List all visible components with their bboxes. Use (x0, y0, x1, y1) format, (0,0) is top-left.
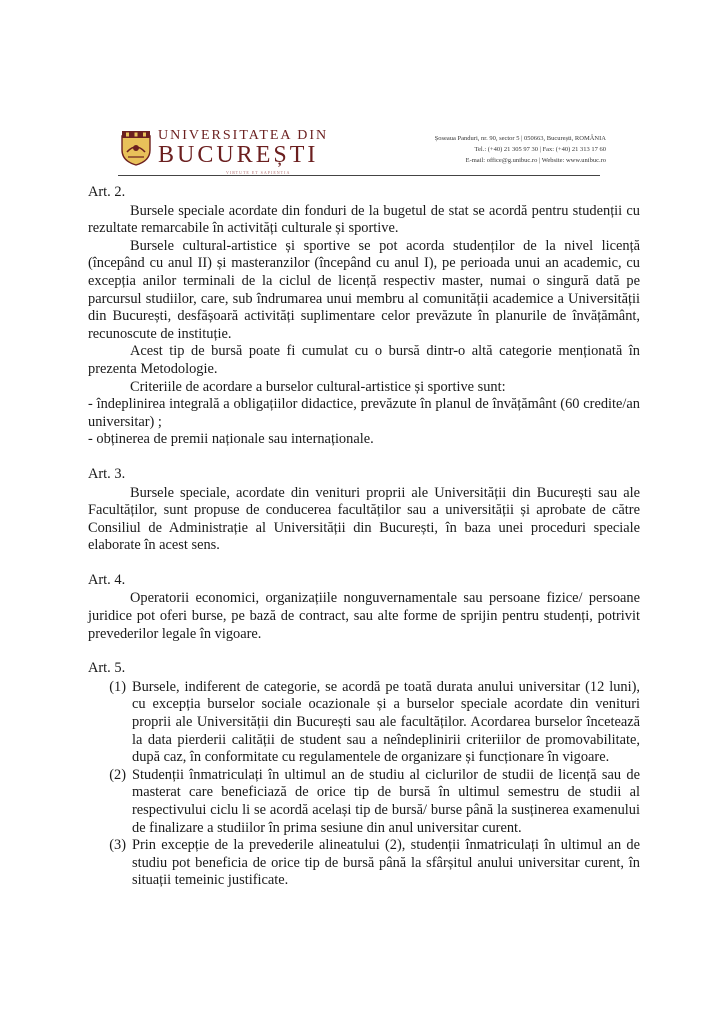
criteria-item: - îndeplinirea integrală a obligațiilor didactice, prevăzute în planul de învățământ (60 credite/an universitar) ; (88, 396, 640, 430)
criteria-item: - obținerea de premii naționale sau internaționale. (88, 431, 374, 448)
item-number: (3) (109, 837, 126, 854)
article-title: Art. 5. (88, 660, 126, 677)
article-title: Art. 3. (88, 465, 126, 482)
article-2 (88, 184, 640, 449)
item-text: Studenții înmatriculați în ultimul an de studiu al ciclurilor de studii de licență sau de masterat care beneficiază de orice tip de bursă în ultimul semestru de studii al respectivului ciclu li se acordă același tip de bursă/ burse până la susținerea examenului de finalizare a studiilor în prima sesiune din anul universitar curent. (132, 766, 640, 836)
paragraph: Bursele speciale acordate din fonduri de la bugetul de stat se acordă pentru studenții cu rezultate remarcabile în activități culturale și sportive. (88, 202, 640, 237)
logo-city-label: BUCUREȘTI (158, 142, 319, 168)
item-text: Prin excepție de la prevederile alineatului (2), studenții înmatriculați în ultimul an de studiu pot beneficia de orice tip de bursă până la sfârșitul anului universitar curent, în situații temeinic justificate. (132, 837, 640, 889)
logo-university-label: UNIVERSITATEA DIN (158, 128, 329, 143)
article-3 (88, 466, 640, 555)
list-item (88, 767, 640, 837)
numbered-list (88, 679, 640, 890)
item-number: (2) (109, 766, 126, 783)
article-4 (88, 572, 640, 643)
contact-phone: Tel.: (+40) 21 305 97 30 | Fax: (+40) 21 313 17 60 (474, 146, 606, 153)
article-title: Art. 4. (88, 571, 126, 588)
paragraph: Bursele speciale, acordate din venituri proprii ale Universității din București sau ale Facultăților, sunt propuse de conducerea facultăților sau a universității și aprobate de către Consiliul de Administrație al Universității din București, în baza unei proceduri speciale elaborate în acest sens. (88, 484, 640, 554)
paragraph: Bursele cultural-artistice și sportive se pot acorda studenților de la nivel licență (începând cu anul II) și masteranzilor (începând cu anul I), pe perioada unui an academic, cu excepția anilor terminali de la ciclul de licență respectiv master, numai o singură dată pe parcursul studiilor, care, sub îndrumarea unui membru al comunității academice a Universității din București, desfășoară activități suplimentare celor prevăzute în planurile de învățământ, recunoscute de instituție. (88, 237, 640, 342)
item-number: (1) (109, 678, 126, 695)
paragraph: Operatorii economici, organizațiile nonguvernamentale sau persoane fizice/ persoane juridice pot oferi burse, pe bază de contract, sau alte forme de sprijin pentru studenți, potrivit prevederilor legale în vigoare. (88, 590, 640, 642)
list-item (88, 679, 640, 767)
list-item (88, 837, 640, 890)
document-body (88, 184, 640, 890)
contact-address: Șoseaua Panduri, nr. 90, sector 5 | 050663, București, ROMÂNIA (434, 135, 606, 142)
paragraph: Criteriile de acordare a burselor cultural-artistice și sportive sunt: (130, 378, 506, 395)
article-title: Art. 2. (88, 184, 126, 200)
university-crest-icon (118, 128, 154, 166)
logo-motto: VIRTUTE ET SAPIENTIA (226, 170, 291, 175)
paragraph: Acest tip de bursă poate fi cumulat cu o bursă dintr-o altă categorie menționată în prezenta Metodologie. (88, 343, 640, 377)
item-text: Bursele, indiferent de categorie, se acordă pe toată durata anului universitar (12 luni), cu excepția burselor sociale ocazionale și a burselor speciale acordate din venituri proprii ale Universității din București sau ale facultăților. Acordarea burselor încetează la data pierderii calității de student sau a neîndeplinirii criteriilor de promovabilitate, după caz, în conformitate cu regulamentele de organizare și funcționare în vigoare. (132, 678, 640, 766)
contact-email: E-mail: office@g.unibuc.ro | Website: www.unibuc.ro (465, 157, 606, 164)
contact-block (435, 133, 606, 166)
letterhead (118, 124, 606, 174)
article-5 (88, 660, 640, 890)
header-divider (118, 175, 600, 176)
